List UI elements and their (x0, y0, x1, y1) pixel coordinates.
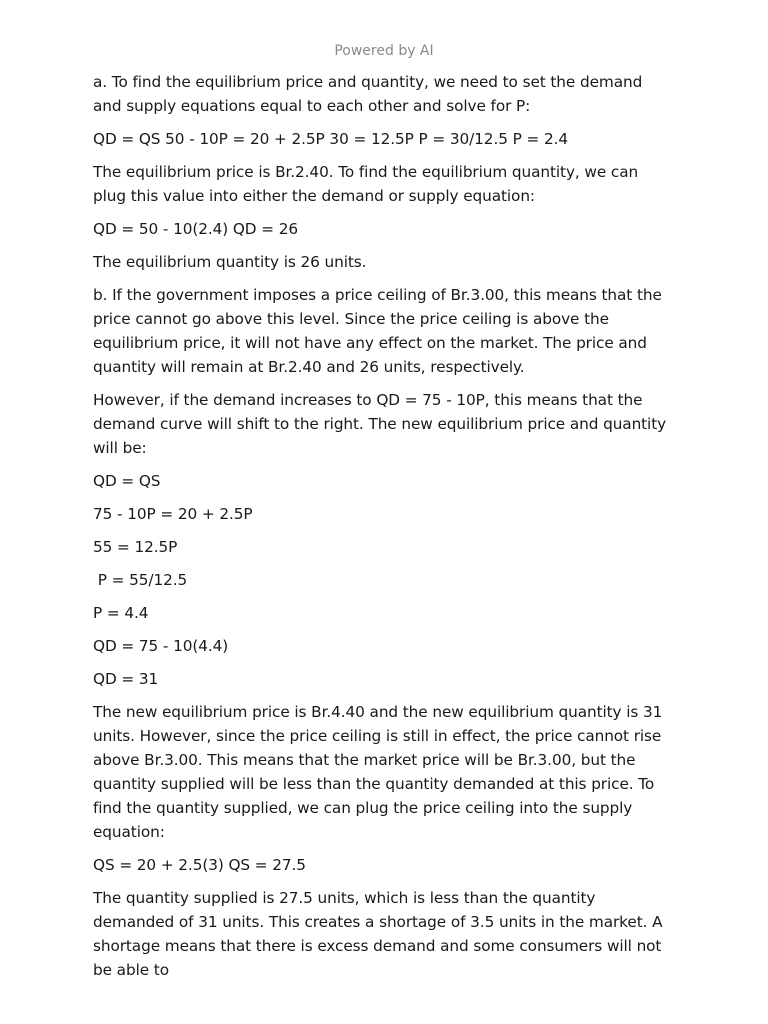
equation-line: P = 55/12.5 (93, 571, 188, 589)
paragraph-part-a-intro: a. To find the equilibrium price and quantity, we need to set the demand and supply equations equal to each other and solve for P: (93, 73, 647, 115)
equation-line: QD = QS (93, 472, 161, 490)
paragraph-equilibrium-price: The equilibrium price is Br.2.40. To find the equilibrium quantity, we can plug this value into either the demand or supply equation: (93, 163, 643, 205)
equation-line: QD = 75 - 10(4.4) (93, 637, 229, 655)
paragraph-part-b-ceiling: b. If the government imposes a price ceiling of Br.3.00, this means that the price cannot go above this level. Since the price ceiling is above the equilibrium price, it will not have any effect on the market. The price and quantity will remain at Br.2.40 and 26 units, respectively. (93, 286, 667, 376)
paragraph-new-equilibrium: The new equilibrium price is Br.4.40 and the new equilibrium quantity is 31 units. However, since the price ceiling is still in effect, the price cannot rise above Br.3.00. This means that the market price will be Br.3.00, but the quantity supplied will be less than the quantity demanded at this price. To find the quantity supplied, we can plug the price ceiling into the supply equation: (93, 703, 668, 841)
equation-line: 75 - 10P = 20 + 2.5P (93, 505, 253, 523)
answer-body (93, 70, 671, 991)
paragraph-shortage: The quantity supplied is 27.5 units, which is less than the quantity demanded of 31 units. This creates a shortage of 3.5 units in the market. A shortage means that there is excess demand and some consumers will not be able to (93, 889, 668, 979)
equation-line: QD = 31 (93, 670, 159, 688)
equation-quantity-supplied: QS = 20 + 2.5(3) QS = 27.5 (93, 856, 306, 874)
powered-by-label: Powered by AI (334, 43, 434, 59)
paragraph-demand-increase: However, if the demand increases to QD = 75 - 10P, this means that the demand curve will shift to the right. The new equilibrium price and quantity will be: (93, 391, 671, 457)
paragraph-equilibrium-quantity: The equilibrium quantity is 26 units. (93, 253, 367, 271)
equation-line: P = 4.4 (93, 604, 149, 622)
equation-equilibrium-price: QD = QS 50 - 10P = 20 + 2.5P 30 = 12.5P P = 30/12.5 P = 2.4 (93, 130, 568, 148)
equation-equilibrium-quantity: QD = 50 - 10(2.4) QD = 26 (93, 220, 298, 238)
equation-line: 55 = 12.5P (93, 538, 178, 556)
